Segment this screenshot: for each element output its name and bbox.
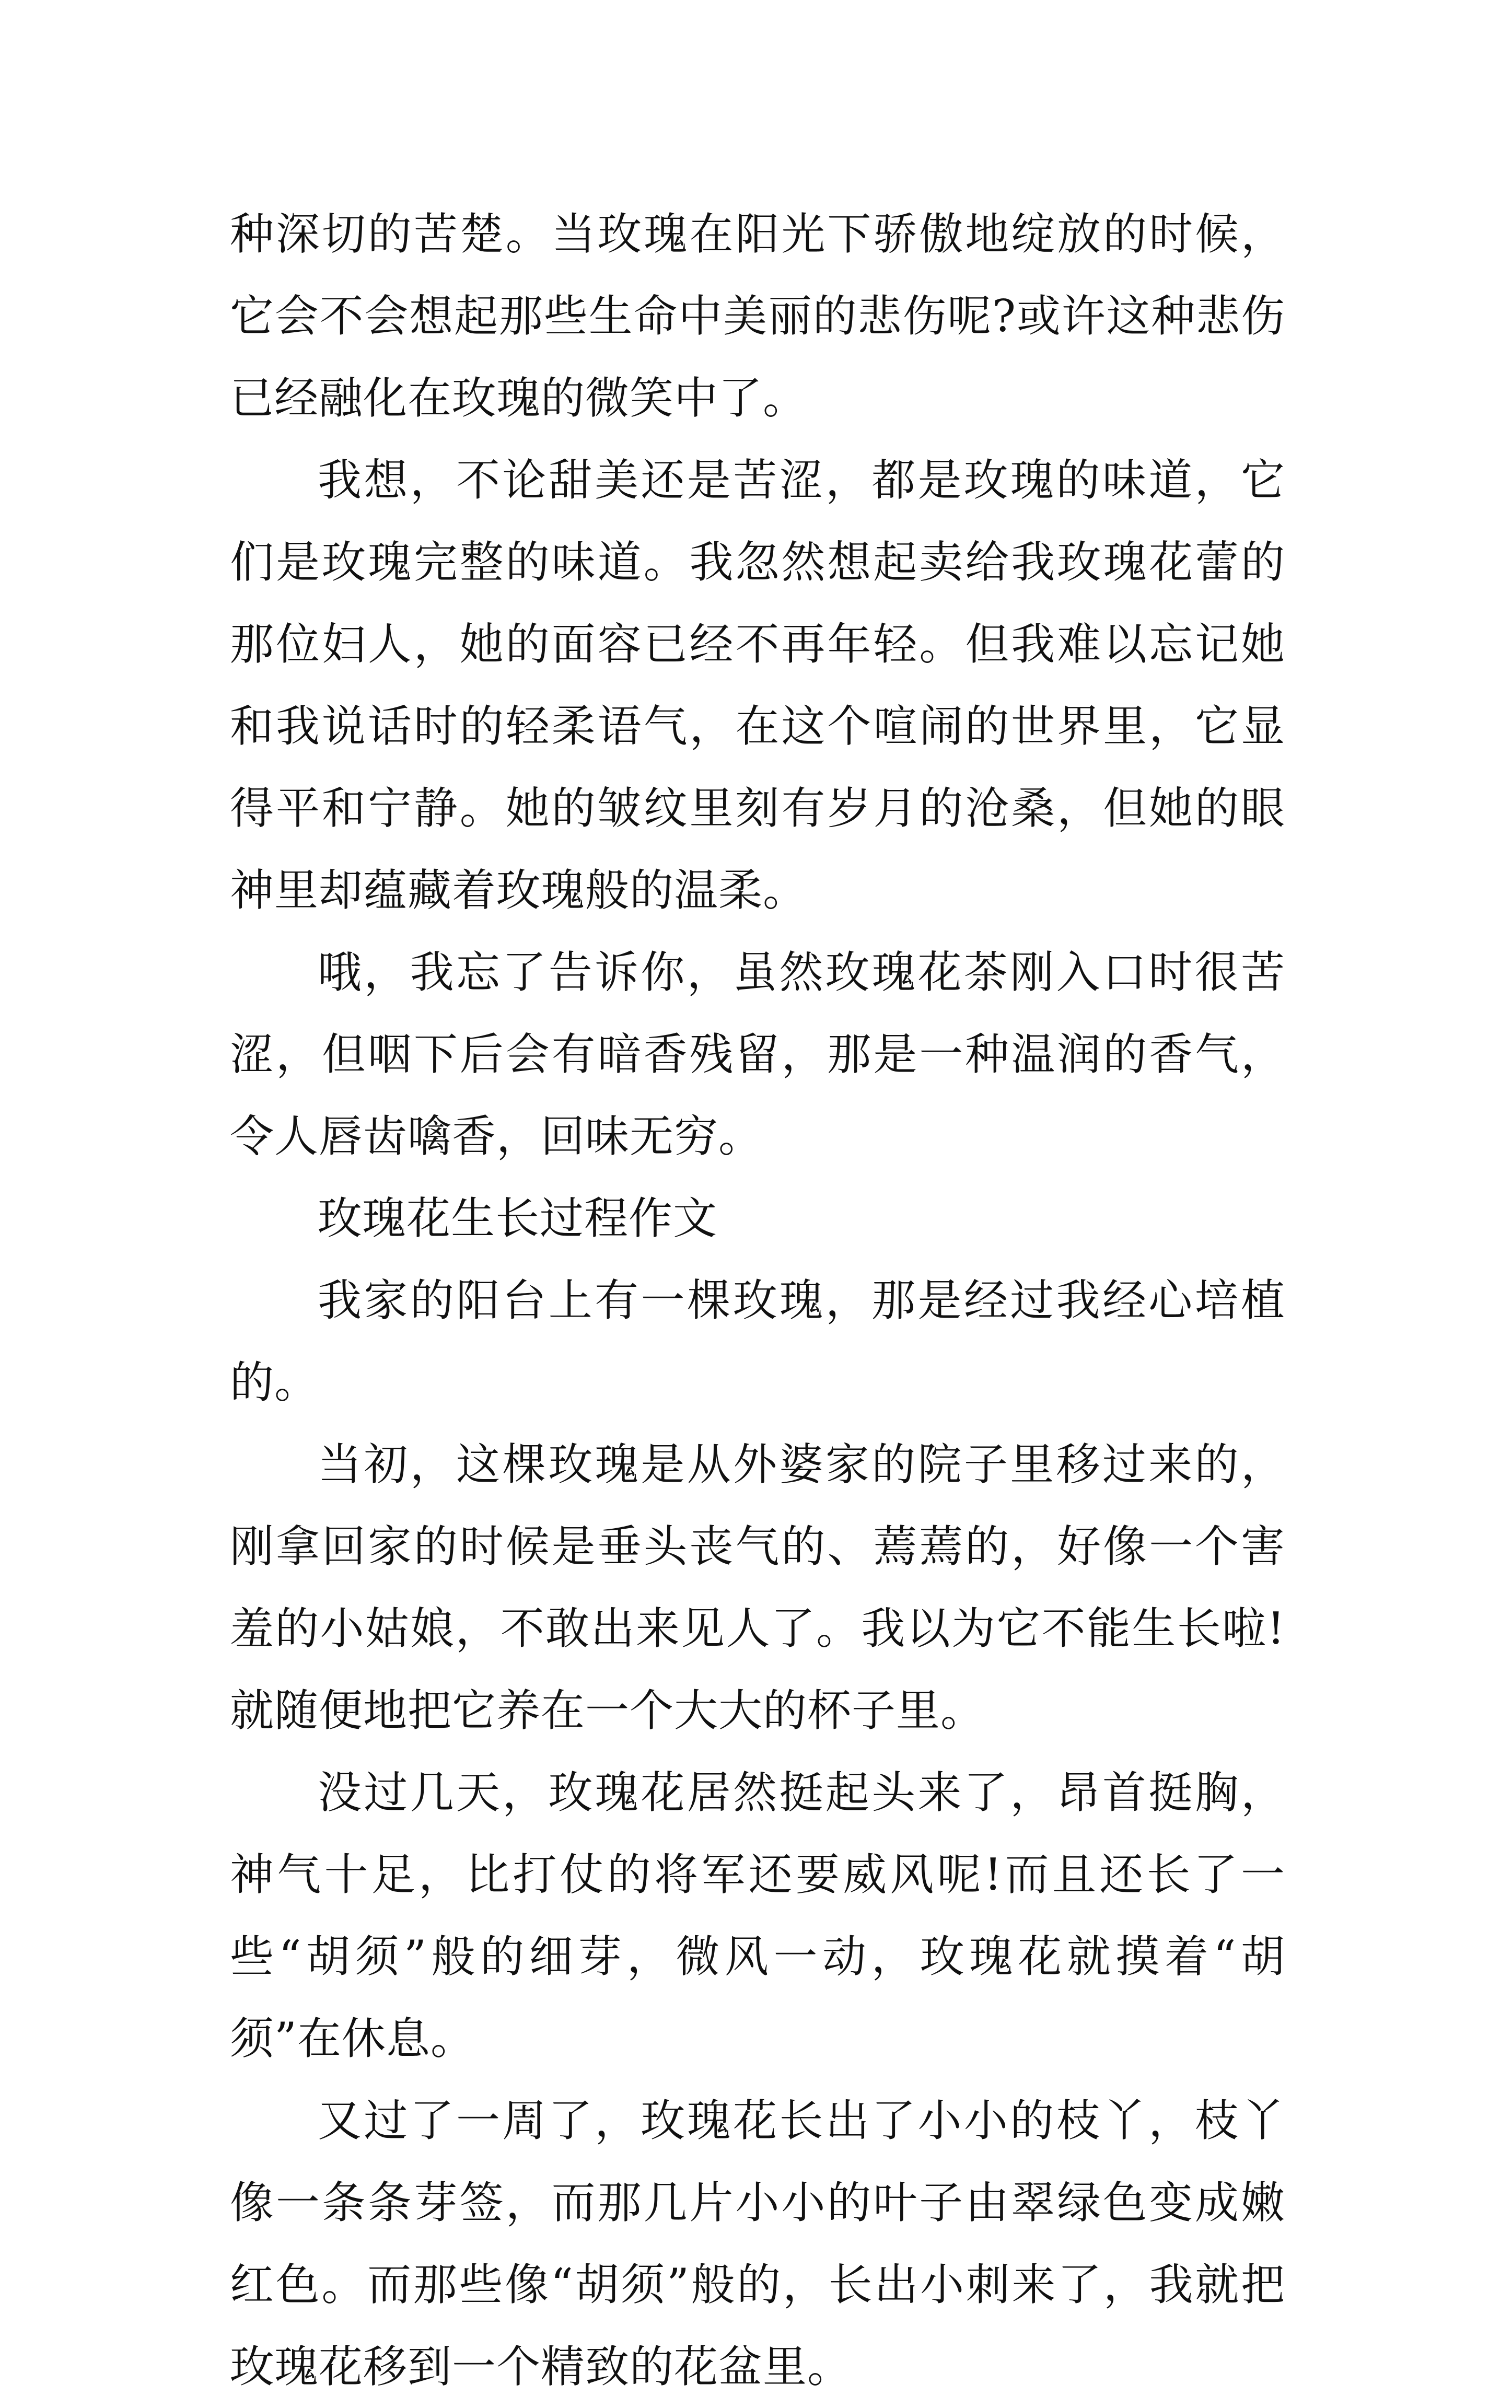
paragraph-revival: 没过几天，玫瑰花居然挺起头来了，昂首挺胸，神气十足，比打仗的将军还要威风呢!而且还长了一些“胡须”般的细芽，微风一动，玫瑰花就摸着“胡须”在休息。 (230, 1767, 1285, 2064)
essay-title: 玫瑰花生长过程作文 (318, 1193, 718, 1244)
paragraph-continuation: 种深切的苦楚。当玫瑰在阳光下骄傲地绽放的时候，它会不会想起那些生命中美丽的悲伤呢?或许这种悲伤已经融化在玫瑰的微笑中了。 (230, 208, 1285, 424)
paragraph-growth: 又过了一周了，玫瑰花长出了小小的枝丫，枝丫像一条条芽签，而那几片小小的叶子由翠绿色变成嫩红色。而那些像“胡须”般的，长出小刺来了，我就把玫瑰花移到一个精致的花盆里。 (230, 2095, 1285, 2392)
document-body (230, 193, 1285, 2408)
paragraph-balcony: 我家的阳台上有一棵玫瑰，那是经过我经心培植的。 (230, 1275, 1285, 1408)
paragraph-transplant: 当初，这棵玫瑰是从外婆家的院子里移过来的，刚拿回家的时候是垂头丧气的、蔫蔫的，好像一个害羞的小姑娘，不敢出来见人了。我以为它不能生长啦!就随便地把它养在一个大大的杯子里。 (230, 1439, 1285, 1736)
paragraph-rose-taste: 我想，不论甜美还是苦涩，都是玫瑰的味道，它们是玫瑰完整的味道。我忽然想起卖给我玫瑰花蕾的那位妇人，她的面容已经不再年轻。但我难以忘记她和我说话时的轻柔语气，在这个喧闹的世界里，它显得平和宁静。她的皱纹里刻有岁月的沧桑，但她的眼神里却蕴藏着玫瑰般的温柔。 (230, 455, 1285, 916)
paragraph-rose-tea: 哦，我忘了告诉你，虽然玫瑰花茶刚入口时很苦涩，但咽下后会有暗香残留，那是一种温润的香气，令人唇齿噙香，回味无穷。 (230, 947, 1285, 1162)
